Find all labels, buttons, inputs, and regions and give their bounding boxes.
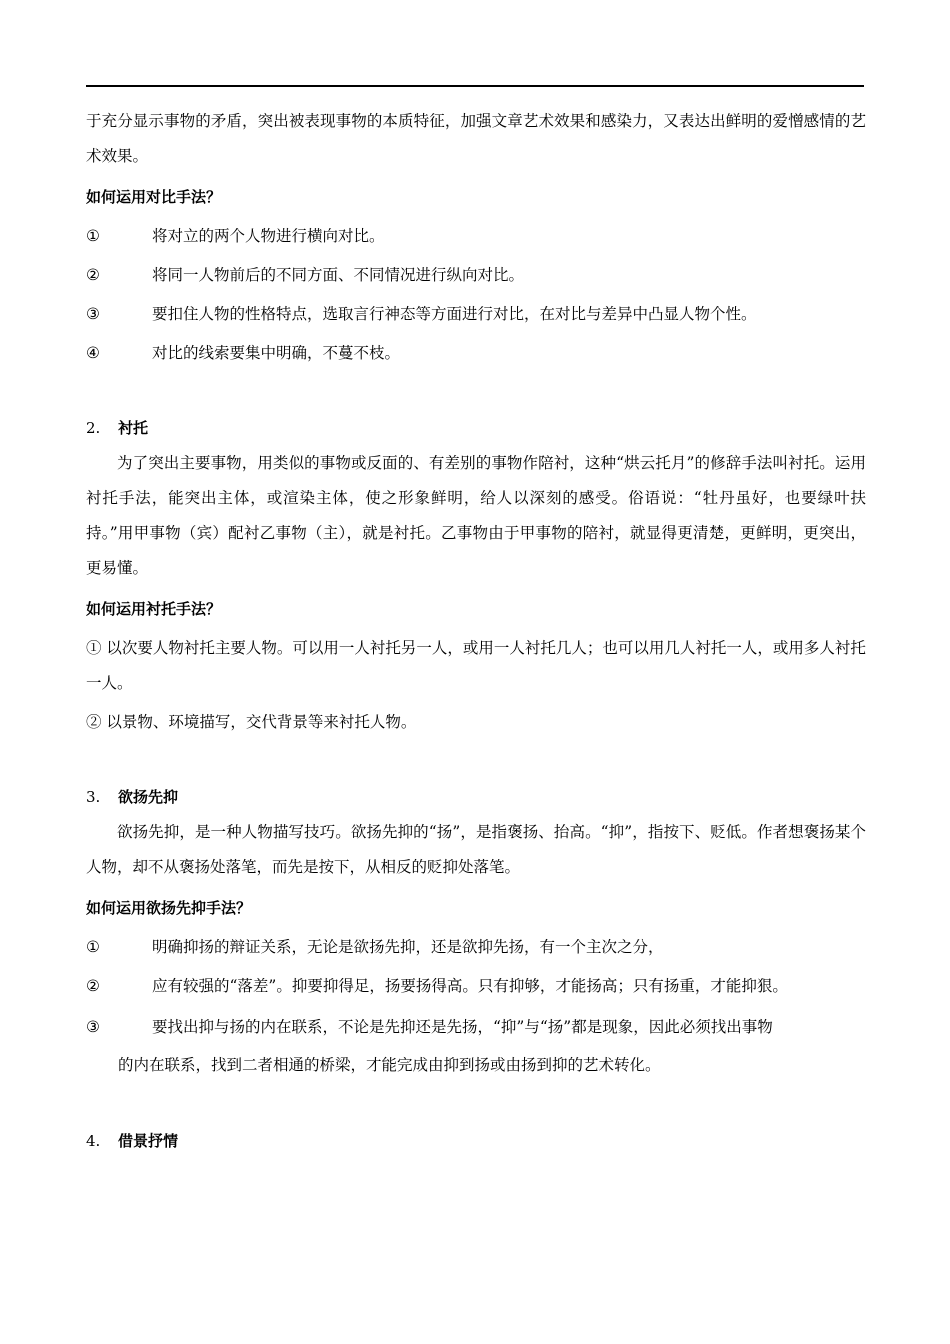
contrast-heading: 如何运用对比手法？ [86,188,222,206]
list-item: ④ 对比的线索要集中明确，不蔓不枝。 [86,344,401,362]
list-item: ② 将同一人物前后的不同方面、不同情况进行纵向对比。 [86,266,525,284]
list-item: ① 以次要人物衬托主要人物。可以用一人衬托另一人，或用一人衬托几人；也可以用几人衬托一人，或用多人衬托一人。 [86,639,866,692]
list-item: ② 应有较强的“落差”。抑要抑得足，扬要扬得高。只有抑够，才能扬高；只有扬重，才能抑狠。 [86,977,788,995]
section-3-body: 欲扬先抑，是一种人物描写技巧。欲扬先抑的“扬”，是指褒扬、抬高。“抑”，指按下、贬低。作者想褒扬某个人物，却不从褒扬处落笔，而先是按下，从相反的贬抑处落笔。 [86,823,866,876]
list-item: ① 将对立的两个人物进行横向对比。 [86,227,385,245]
document-body [86,104,866,1159]
section-2-heading: 2. 衬托 [86,419,149,437]
list-item: ③ 要扣住人物的性格特点，选取言行神态等方面进行对比，在对比与差异中凸显人物个性。 [86,305,757,323]
section-3-subheading: 如何运用欲扬先抑手法？ [86,899,252,917]
section-3-heading: 3. 欲扬先抑 [86,788,179,806]
list-item: ③ 要找出抑与扬的内在联系，不论是先抑还是先扬，“抑”与“扬”都是现象，因此必须找出事物 的内在联系，找到二者相通的桥梁，才能完成由抑到扬或由扬到抑的艺术转化。 [86,1018,773,1074]
section-2-body: 为了突出主要事物，用类似的事物或反面的、有差别的事物作陪衬，这种“烘云托月”的修辞手法叫衬托。运用衬托手法，能突出主体，或渲染主体，使之形象鲜明，给人以深刻的感受。俗语说：“牡丹虽好，也要绿叶扶持。”用甲事物（宾）配衬乙事物（主），就是衬托。乙事物由于甲事物的陪衬，就显得更清楚，更鲜明，更突出，更易懂。 [86,454,866,577]
intro-paragraph: 于充分显示事物的矛盾，突出被表现事物的本质特征，加强文章艺术效果和感染力，又表达出鲜明的爱憎感情的艺术效果。 [86,112,866,165]
section-4-heading: 4. 借景抒情 [86,1132,179,1150]
header-rule [86,85,864,87]
list-item: ① 明确抑扬的辩证关系，无论是欲扬先抑，还是欲抑先扬，有一个主次之分， [86,938,664,956]
section-2-subheading: 如何运用衬托手法？ [86,600,222,618]
list-item: ② 以景物、环境描写，交代背景等来衬托人物。 [86,713,417,731]
